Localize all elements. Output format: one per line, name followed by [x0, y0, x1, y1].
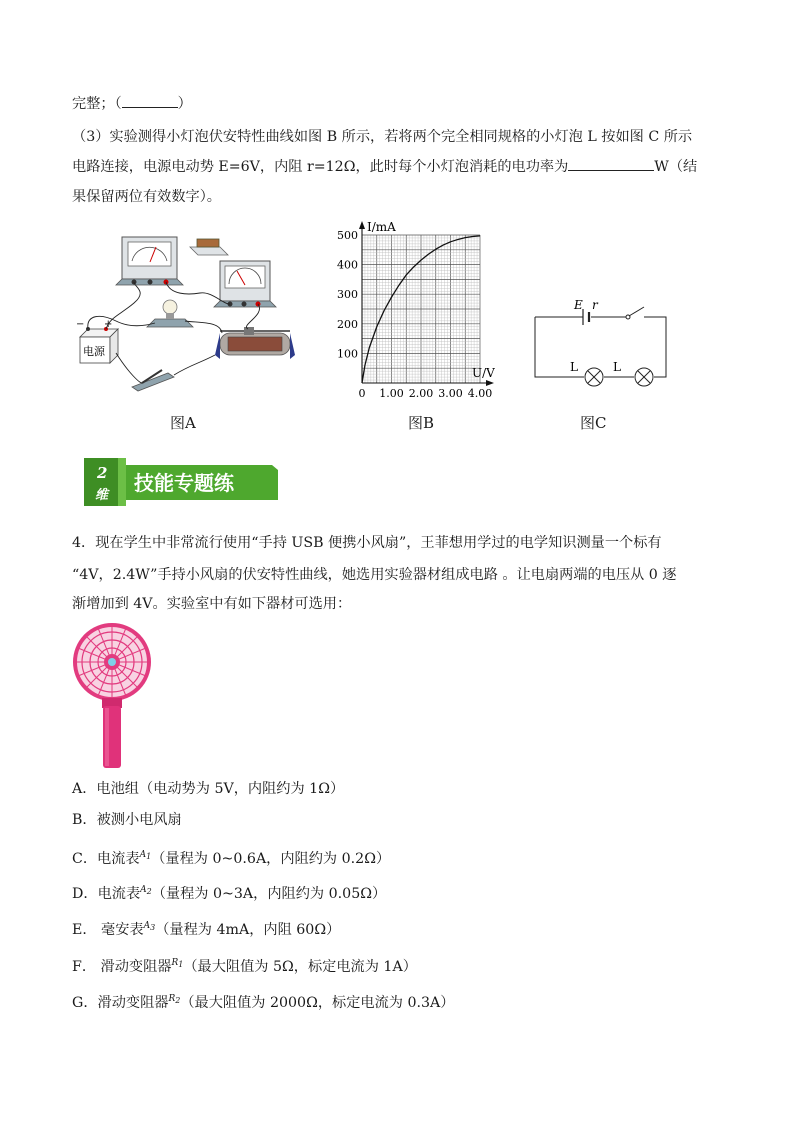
y-tick-label: 500	[337, 229, 358, 242]
voltmeter-icon	[116, 237, 183, 285]
power-supply-icon	[76, 319, 118, 363]
x-tick-label: 2.00	[408, 387, 434, 400]
option-d: D．电流表$^{A_2}$（量程为 0~3A，内阻约为 0.05Ω）	[72, 885, 387, 902]
figure-b-chart	[330, 215, 510, 405]
x-tick-label: 4.00	[467, 387, 493, 400]
plus-terminal-label: +	[104, 319, 113, 330]
x-axis-arrow	[486, 380, 494, 386]
x-axis-label: U/V	[472, 366, 495, 380]
minus-terminal-label: −	[76, 319, 85, 330]
q4-line3: 渐增加到 4V。实验室中有如下器材可选用：	[72, 596, 352, 612]
q3-line2: 电路连接，电源电动势 E=6V，内阻 r=12Ω，此时每个小灯泡消耗的电功率为 W（结	[72, 159, 698, 175]
answer-blank-1[interactable]	[122, 107, 178, 108]
lamp-label-1: L	[570, 360, 578, 374]
figure-a-caption: 图A	[170, 414, 196, 432]
y-axis-arrow	[359, 221, 365, 229]
banner-title: 技能专题练	[134, 471, 234, 495]
option-c: C．电流表$^{A_1}$（量程为 0~0.6A，内阻约为 0.2Ω）	[72, 850, 391, 867]
badge-number: 2	[97, 464, 108, 482]
q3-line3: 果保留两位有效数字）。	[72, 189, 221, 205]
q4-line1: 4．现在学生中非常流行使用“手持 USB 便携小风扇”，王菲想用学过的电学知识测量一个标有	[72, 535, 662, 551]
option-a: A．电池组（电动势为 5V，内阻约为 1Ω）	[72, 781, 345, 797]
figure-c-caption: 图C	[580, 414, 607, 432]
y-tick-label: 300	[337, 288, 358, 302]
q3-line1: （3）实验测得小灯泡伏安特性曲线如图 B 所示，若将两个完全相同规格的小灯泡 L 按如图 C 所示	[72, 129, 693, 145]
emf-label: E	[574, 298, 583, 312]
lamp-label-2: L	[613, 360, 621, 374]
badge-text: 维	[95, 488, 109, 503]
q3-line0: 完整；（ ）	[72, 96, 192, 112]
x-tick-label: 0	[358, 387, 366, 400]
y-axis-label: I/mA	[367, 220, 396, 234]
rheostat-icon	[215, 327, 295, 359]
lamp-symbol-2	[613, 360, 653, 386]
ammeter-icon	[214, 261, 276, 307]
option-e: E． 毫安表$^{A_3}$（量程为 4mA，内阻 60Ω）	[72, 921, 341, 938]
switch-symbol	[626, 307, 644, 319]
power-supply-label: 电源	[83, 345, 105, 358]
figure-b-caption: 图B	[408, 414, 435, 432]
figure-a-apparatus	[70, 225, 300, 405]
option-f: F． 滑动变阻器$^{R_1}$（最大阻值为 5Ω，标定电流为 1A）	[72, 958, 417, 975]
q4-line2: “4V，2.4W”手持小风扇的伏安特性曲线，她选用实验器材组成电路 。让电扇两端的电压从 0 逐	[72, 567, 677, 583]
lamp-symbol-1	[570, 360, 603, 386]
x-tick-label: 1.00	[379, 387, 404, 400]
x-tick-label: 3.00	[438, 387, 463, 400]
y-tick-label: 200	[337, 317, 358, 331]
resistor-box-icon	[190, 239, 228, 255]
answer-blank-2[interactable]	[568, 170, 654, 171]
y-tick-label: 100	[337, 347, 358, 361]
option-b: B．被测小电风扇	[72, 812, 182, 828]
option-g: G．滑动变阻器$^{R_2}$（最大阻值为 2000Ω，标定电流为 0.3A）	[72, 994, 455, 1011]
figure-c-circuit	[528, 295, 673, 390]
battery-symbol	[573, 298, 599, 325]
y-tick-label: 400	[337, 258, 358, 272]
handheld-fan-image	[72, 622, 154, 770]
internal-resistance-label: r	[592, 298, 598, 312]
section-banner	[82, 456, 278, 506]
